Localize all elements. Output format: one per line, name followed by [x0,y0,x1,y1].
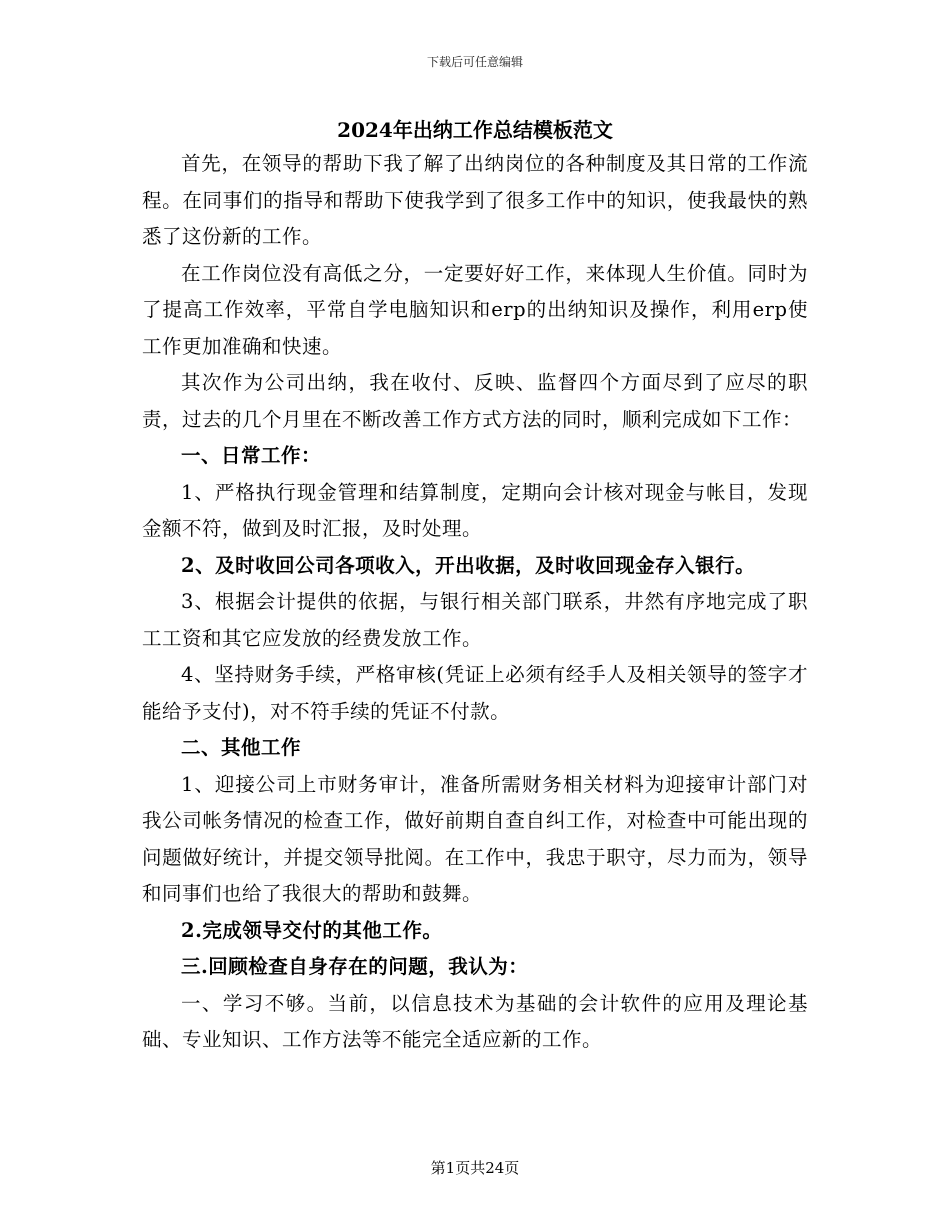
paragraph: 3、根据会计提供的依据，与银行相关部门联系，井然有序地完成了职工工资和其它应发放的经费发放工作。 [142,590,808,650]
paragraph: 1、严格执行现金管理和结算制度，定期向会计核对现金与帐目，发现金额不符，做到及时汇报，及时处理。 [142,480,808,540]
section-heading: 一、日常工作： [181,444,322,467]
paragraph: 1、迎接公司上市财务审计，准备所需财务相关材料为迎接审计部门对我公司帐务情况的检查工作，做好前期自查自纠工作，对检查中可能出现的问题做好统计，并提交领导批阅。在工作中，我忠于职守，尽力而为，领导和同事们也给了我很大的帮助和鼓舞。 [142,772,808,905]
section-heading: 三.回顾检查自身存在的问题，我认为： [181,955,529,978]
paragraph: 2.完成领导交付的其他工作。 [181,918,443,942]
paragraph: 4、坚持财务手续，严格审核(凭证上必须有经手人及相关领导的签字才能给予支付)，对不符手续的凭证不付款。 [142,663,808,723]
paragraph: 2、及时收回公司各项收入，开出收据，及时收回现金存入银行。 [181,553,756,577]
page-header: 下载后可任意编辑 [426,55,523,69]
paragraph: 首先，在领导的帮助下我了解了出纳岗位的各种制度及其日常的工作流程。在同事们的指导和帮助下使我学到了很多工作中的知识，使我最快的熟悉了这份新的工作。 [142,152,808,248]
document-title: 2024年出纳工作总结模板范文 [337,118,613,142]
page-footer: 第1页共24页 [430,1159,520,1177]
paragraph: 在工作岗位没有高低之分，一定要好好工作，来体现人生价值。同时为了提高工作效率，平常自学电脑知识和erp的出纳知识及操作，利用erp使工作更加准确和快速。 [142,261,808,358]
paragraph: 一、学习不够。当前，以信息技术为基础的会计软件的应用及理论基础、专业知识、工作方法等不能完全适应新的工作。 [142,991,808,1051]
paragraph: 其次作为公司出纳，我在收付、反映、监督四个方面尽到了应尽的职责，过去的几个月里在不断改善工作方式方法的同时，顺利完成如下工作： [142,371,808,431]
section-heading: 二、其他工作 [181,736,302,759]
document-body [142,146,808,1059]
